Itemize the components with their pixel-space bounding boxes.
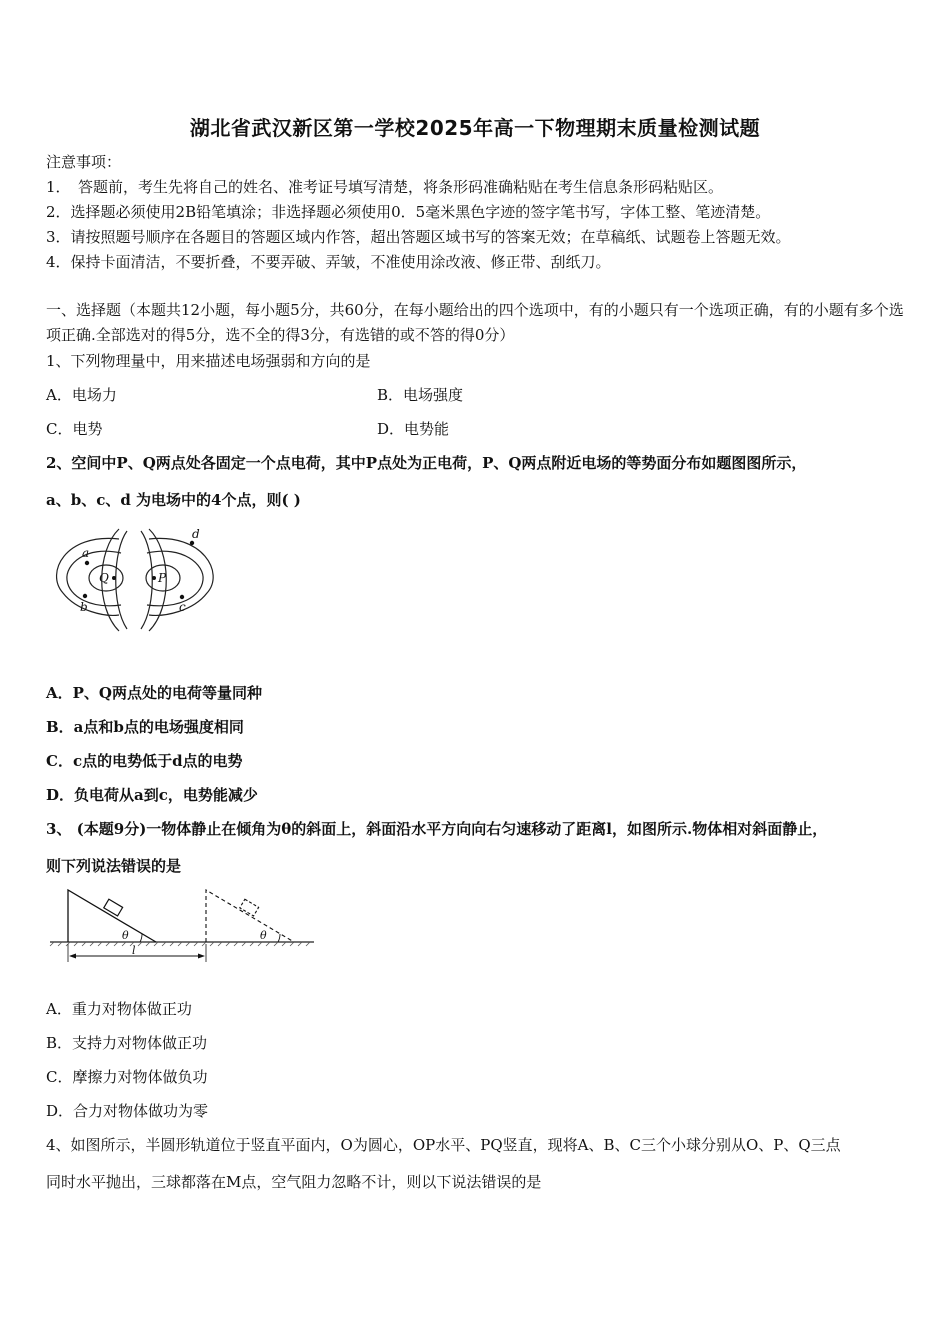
notice-item-4: 4．保持卡面清洁，不要折叠，不要弄破、弄皱，不准使用涂改液、修正带、刮纸刀。 [46, 253, 611, 271]
incline-figure [48, 886, 318, 966]
q2-option-d: D．负电荷从a到c，电势能减少 [46, 786, 258, 804]
notice-item-3: 3．请按照题号顺序在各题目的答题区域内作答，超出答题区域书写的答案无效；在草稿纸、试题卷上答题无效。 [46, 228, 791, 246]
q2-stem-line1: 2、空间中P、Q两点处各固定一个点电荷，其中P点处为正电荷，P、Q两点附近电场的等势面分布如题图图所示， [46, 454, 807, 472]
label-p: P [158, 571, 167, 585]
section-heading: 一、选择题（本题共12小题，每小题5分，共60分，在每小题给出的四个选项中，有的小题只有一个选项正确，有的小题有多个选项正确.全部选对的得5分，选不全的得3分，有选错的或不答的得0分） [46, 301, 904, 344]
label-q: Q [99, 571, 109, 585]
q3-stem-line1: 3、 (本题9分)一物体静止在倾角为θ的斜面上，斜面沿水平方向向右匀速移动了距离l，如图所示.物体相对斜面静止， [46, 820, 828, 838]
q4-stem-line1: 4、如图所示，半圆形轨道位于竖直平面内，O为圆心，OP水平、PQ竖直，现将A、B、C三个小球分别从O、P、Q三点 [46, 1136, 841, 1154]
q3-option-c: C．摩擦力对物体做负功 [46, 1068, 208, 1086]
point-q-marker [112, 576, 116, 580]
q1-option-b: B．电场强度 [377, 386, 464, 404]
q3-option-b: B．支持力对物体做正功 [46, 1034, 208, 1052]
theta-label-right: θ [260, 929, 267, 942]
label-d: d [192, 527, 200, 541]
notice-heading: 注意事项： [46, 153, 122, 171]
q2-option-c: C．c点的电势低于d点的电势 [46, 752, 243, 770]
point-b-marker [83, 594, 87, 598]
q1-option-c: C．电势 [46, 420, 103, 438]
equipotential-figure [55, 525, 220, 635]
distance-label: l [132, 944, 136, 957]
point-p-marker [152, 576, 156, 580]
q4-stem-line2: 同时水平抛出，三球都落在M点，空气阻力忽略不计，则以下说法错误的是 [46, 1173, 542, 1191]
label-a: a [82, 546, 90, 560]
q3-option-a: A．重力对物体做正功 [46, 1000, 192, 1018]
point-a-marker [85, 561, 89, 565]
q1-option-d: D．电势能 [377, 420, 450, 438]
theta-label-left: θ [122, 929, 129, 942]
q1-stem: 1、下列物理量中，用来描述电场强弱和方向的是 [46, 352, 371, 370]
q3-stem-line2: 则下列说法错误的是 [46, 857, 182, 875]
label-c: c [179, 600, 186, 614]
q2-option-a: A．P、Q两点处的电荷等量同种 [46, 684, 262, 702]
notice-item-2: 2．选择题必须使用2B铅笔填涂；非选择题必须使用0．5毫米黑色字迹的签字笔书写，字体工整、笔迹清楚。 [46, 203, 771, 221]
q2-option-b: B．a点和b点的电场强度相同 [46, 718, 244, 736]
q3-option-d: D．合力对物体做功为零 [46, 1102, 209, 1120]
q2-stem-line2: a、b、c、d 为电场中的4个点，则( ) [46, 491, 301, 509]
label-b: b [80, 600, 88, 614]
notice-item-1: 1． 答题前，考生先将自己的姓名、准考证号填写清楚，将条形码准确粘贴在考生信息条形码粘贴区。 [46, 178, 724, 196]
point-c-marker [180, 595, 184, 599]
q1-option-a: A．电场力 [46, 386, 117, 404]
point-d-marker [190, 541, 194, 545]
page-title: 湖北省武汉新区第一学校2025年高一下物理期末质量检测试题 [189, 116, 761, 140]
